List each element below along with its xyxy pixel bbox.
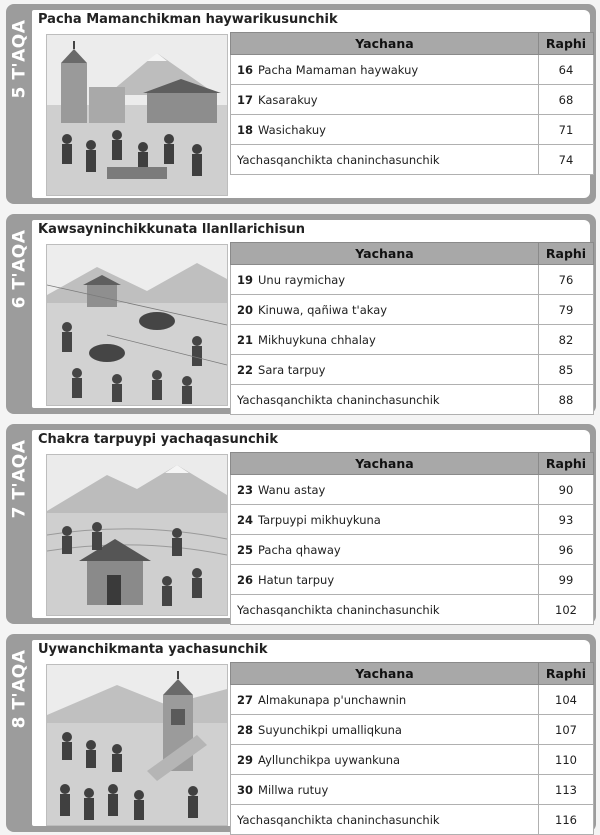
lesson-row[interactable] — [231, 565, 594, 595]
lessons-column-header: Yachana — [231, 243, 539, 265]
lesson-row[interactable] — [231, 475, 594, 505]
lesson-title: Almakunapa p'unchawnin — [258, 692, 407, 707]
lesson-page: 71 — [539, 115, 594, 145]
lesson-number: 20 — [237, 302, 254, 317]
lesson-row[interactable] — [231, 505, 594, 535]
lesson-page: 74 — [539, 145, 594, 175]
lesson-page: 96 — [539, 535, 594, 565]
lesson-number: 24 — [237, 512, 254, 527]
lesson-number: 21 — [237, 332, 254, 347]
lesson-number: 22 — [237, 362, 254, 377]
lesson-number: 26 — [237, 572, 254, 587]
review-title: Yachasqanchikta chaninchasunchik — [231, 595, 539, 625]
unit-5-label: 5 T'AQA — [9, 19, 30, 99]
page-column-header: Raphi — [539, 663, 594, 685]
illustration-festival — [46, 664, 228, 826]
unit-8-label: 8 T'AQA — [9, 649, 30, 729]
lesson-page: 79 — [539, 295, 594, 325]
lesson-number: 28 — [237, 722, 254, 737]
lesson-page: 76 — [539, 265, 594, 295]
lesson-page: 88 — [539, 385, 594, 415]
illustration-farm-house — [46, 454, 228, 616]
lesson-page: 68 — [539, 85, 594, 115]
lesson-page: 82 — [539, 325, 594, 355]
lesson-page: 113 — [539, 775, 594, 805]
unit-8-panel — [6, 634, 596, 832]
unit-7-content — [32, 430, 590, 618]
unit-7-title: Chakra tarpuypi yachaqasunchik — [38, 432, 279, 447]
lesson-number: 17 — [237, 92, 254, 107]
lesson-title: Kinuwa, qañiwa t'akay — [258, 302, 388, 317]
review-row[interactable] — [231, 805, 594, 835]
unit-7-label: 7 T'AQA — [9, 439, 30, 519]
unit-6-title: Kawsayninchikkunata llanllarichisun — [38, 222, 306, 237]
table-header-row — [231, 243, 594, 265]
page-column-header: Raphi — [539, 243, 594, 265]
lesson-title: Millwa rutuy — [258, 782, 329, 797]
lesson-row[interactable] — [231, 265, 594, 295]
lesson-title: Wasichakuy — [258, 122, 326, 137]
lesson-title: Suyunchikpi umalliqkuna — [258, 722, 402, 737]
lesson-row[interactable] — [231, 745, 594, 775]
lesson-page: 85 — [539, 355, 594, 385]
lesson-title: Mikhuykuna chhalay — [258, 332, 376, 347]
lesson-page: 64 — [539, 55, 594, 85]
lesson-page: 93 — [539, 505, 594, 535]
lesson-title: Ayllunchikpa uywankuna — [258, 752, 401, 767]
illustration-village-church — [46, 34, 228, 196]
review-title: Yachasqanchikta chaninchasunchik — [231, 805, 539, 835]
lessons-column-header: Yachana — [231, 453, 539, 475]
lesson-title: Kasarakuy — [258, 92, 318, 107]
lesson-title: Wanu astay — [258, 482, 326, 497]
unit-8-lessons-table — [230, 662, 594, 835]
lesson-number: 25 — [237, 542, 254, 557]
unit-6-panel — [6, 214, 596, 414]
unit-5-content — [32, 10, 590, 198]
lesson-number: 29 — [237, 752, 254, 767]
review-row[interactable] — [231, 145, 594, 175]
unit-8-content — [32, 640, 590, 826]
lesson-row[interactable] — [231, 355, 594, 385]
lessons-column-header: Yachana — [231, 663, 539, 685]
table-header-row — [231, 33, 594, 55]
lesson-title: Hatun tarpuy — [258, 572, 335, 587]
lesson-row[interactable] — [231, 295, 594, 325]
illustration-field-work — [46, 244, 228, 406]
lesson-page: 110 — [539, 745, 594, 775]
lesson-row[interactable] — [231, 55, 594, 85]
lesson-page: 104 — [539, 685, 594, 715]
lesson-page: 99 — [539, 565, 594, 595]
unit-8-title: Uywanchikmanta yachasunchik — [38, 642, 268, 657]
unit-5-panel — [6, 4, 596, 204]
lessons-column-header: Yachana — [231, 33, 539, 55]
unit-6-content — [32, 220, 590, 408]
unit-6-lessons-table — [230, 242, 594, 415]
lesson-row[interactable] — [231, 775, 594, 805]
lesson-page: 107 — [539, 715, 594, 745]
unit-7-lessons-table — [230, 452, 594, 625]
lesson-number: 23 — [237, 482, 254, 497]
lesson-number: 16 — [237, 62, 254, 77]
lesson-number: 30 — [237, 782, 254, 797]
review-title: Yachasqanchikta chaninchasunchik — [231, 385, 539, 415]
lesson-row[interactable] — [231, 715, 594, 745]
table-header-row — [231, 663, 594, 685]
review-row[interactable] — [231, 595, 594, 625]
lesson-row[interactable] — [231, 325, 594, 355]
lesson-row[interactable] — [231, 685, 594, 715]
unit-5-title: Pacha Mamanchikman haywarikusunchik — [38, 12, 338, 27]
unit-6-label: 6 T'AQA — [9, 229, 30, 309]
unit-5-lessons-table — [230, 32, 594, 175]
lesson-row[interactable] — [231, 535, 594, 565]
lesson-title: Pacha qhaway — [258, 542, 341, 557]
lesson-number: 27 — [237, 692, 254, 707]
lesson-page: 116 — [539, 805, 594, 835]
lesson-title: Sara tarpuy — [258, 362, 326, 377]
lesson-row[interactable] — [231, 115, 594, 145]
lesson-title: Tarpuypi mikhuykuna — [258, 512, 381, 527]
lesson-title: Unu raymichay — [258, 272, 346, 287]
lesson-page: 102 — [539, 595, 594, 625]
review-title: Yachasqanchikta chaninchasunchik — [231, 145, 539, 175]
page-column-header: Raphi — [539, 33, 594, 55]
lesson-number: 19 — [237, 272, 254, 287]
lesson-title: Pacha Mamaman haywakuy — [258, 62, 419, 77]
review-row[interactable] — [231, 385, 594, 415]
lesson-row[interactable] — [231, 85, 594, 115]
lesson-page: 90 — [539, 475, 594, 505]
table-header-row — [231, 453, 594, 475]
lesson-number: 18 — [237, 122, 254, 137]
unit-7-panel — [6, 424, 596, 624]
page-column-header: Raphi — [539, 453, 594, 475]
